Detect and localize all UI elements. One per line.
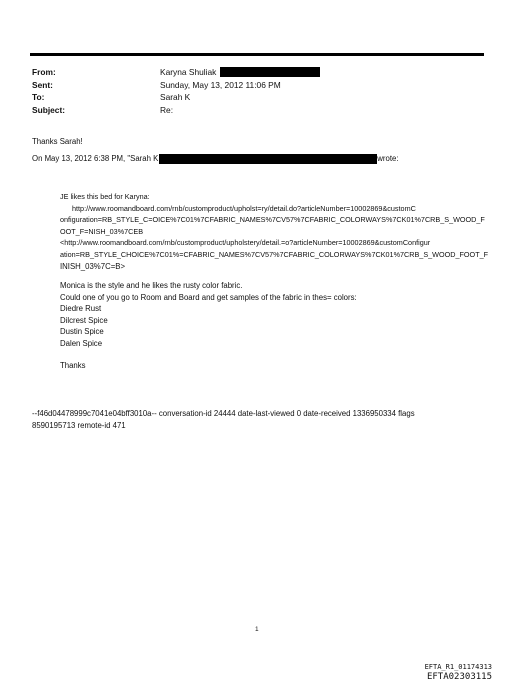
- sent-row: [32, 79, 320, 92]
- quoted-line: INISH_03%7C=B>: [60, 261, 126, 271]
- from-row: [32, 66, 320, 79]
- fabric-color-item: Dilcrest Spice: [60, 315, 108, 325]
- page-number: 1: [255, 626, 259, 633]
- subject-value: Re:: [160, 104, 174, 115]
- message-metadata: [32, 408, 415, 431]
- quoted-line: ation=RB_STYLE_CHOICE%7C01%=CFABRIC_NAMES%7CV57%7CFABRIC_COLORWAYS%7CK01%7CRB_S_WOOD_FOOT_F: [60, 249, 489, 259]
- quoted-line: onfiguration=RB_STYLE_C=OICE%7C01%7CFABRIC_NAMES%7CV57%7CFABRIC_COLORWAYS%7CK01%7CRB_S_WOOD_F: [60, 215, 485, 225]
- bates-stamp: [425, 663, 492, 683]
- quote-intro-line: [32, 153, 399, 165]
- sent-label: Sent:: [32, 79, 53, 90]
- to-value: Sarah K: [160, 92, 191, 103]
- quoted-message: [60, 191, 488, 272]
- header-rule: [30, 53, 484, 56]
- sent-value: Sunday, May 13, 2012 11:06 PM: [160, 79, 281, 90]
- greeting: Thanks Sarah!: [32, 137, 83, 146]
- quoted-line: http://www.roomandboard.com/rnb/customproduct/upholst=ry/detail.do?articleNumber=10002869&customC: [72, 203, 416, 213]
- metadata-line: --f46d04478999c7041e04bff3010a-- conversation-id 24444 date-last-viewed 0 date-received 1336950334 flags: [32, 409, 415, 418]
- from-value: Karyna Shuliak: [160, 67, 217, 77]
- fabric-color-item: Dustin Spice: [60, 327, 104, 337]
- subject-row: [32, 104, 320, 117]
- from-label: From:: [32, 67, 56, 77]
- quoted-line: OOT_F=NISH_03%7CEB: [60, 226, 144, 236]
- closing: Thanks: [60, 361, 86, 370]
- request-line: Monica is the style and he likes the rusty color fabric.: [60, 281, 243, 290]
- redaction-block: [220, 67, 320, 77]
- to-row: [32, 91, 320, 104]
- quote-wrote: wrote:: [377, 154, 399, 163]
- request-line: Could one of you go to Room and Board and get samples of the fabric in thes= colors:: [60, 292, 357, 302]
- bates-number-primary: EFTA_R1_01174313: [424, 663, 492, 671]
- email-header: [32, 66, 320, 116]
- quote-intro: On May 13, 2012 6:38 PM, "Sarah K: [32, 154, 159, 163]
- fabric-color-item: Diedre Rust: [60, 304, 102, 314]
- redaction-block: [159, 154, 377, 164]
- to-label: To:: [32, 92, 45, 103]
- request-message: [60, 280, 357, 350]
- fabric-color-item: Dalen Spice: [60, 338, 103, 348]
- quoted-line: <http://www.roomandboard.com/rnb/customproduct/upholstery/detail.=o?articleNumber=10002869&customConfigur: [60, 238, 431, 248]
- metadata-line: 8590195713 remote-id 471: [32, 420, 126, 430]
- bates-number-secondary: EFTA02303115: [426, 672, 492, 682]
- subject-label: Subject:: [32, 104, 66, 115]
- quoted-line: JE likes this bed for Karyna:: [60, 192, 150, 201]
